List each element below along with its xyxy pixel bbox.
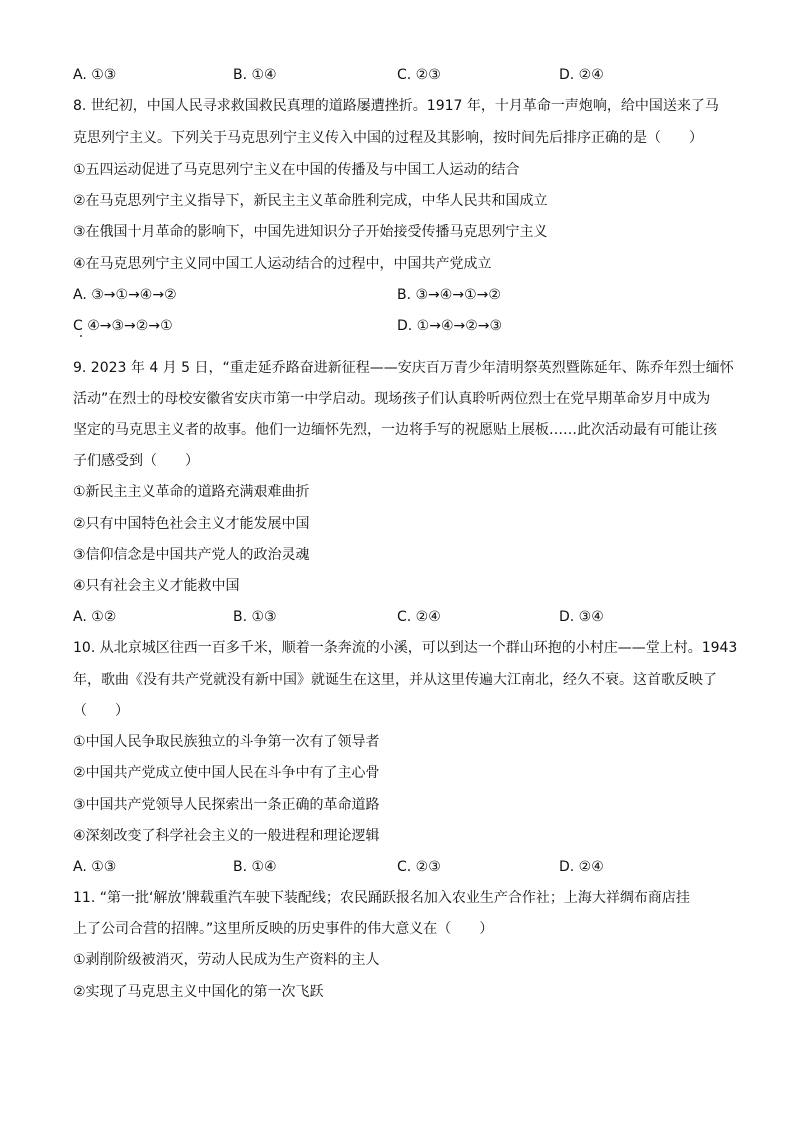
q10-option-b[interactable]: B. ①④	[233, 859, 277, 875]
q8-item-2: ②在马克思列宁主义指导下，新民主主义革命胜利完成，中华人民共和国成立	[73, 193, 548, 209]
q10-options	[73, 857, 733, 877]
q9-stem-line: 子们感受到（ ）	[73, 453, 199, 469]
q8-item-4: ④在马克思列宁主义同中国工人运动结合的过程中，中国共产党成立	[73, 256, 492, 272]
q10-stem-line: 年，歌曲《没有共产党就没有新中国》就诞生在这里，并从这里传遍大江南北，经久不衰。这首歌反映了	[73, 672, 717, 688]
q9-option-d[interactable]: D. ③④	[559, 609, 604, 625]
q10-item-3: ③中国共产党领导人民探索出一条正确的革命道路	[73, 797, 380, 813]
q11-stem-line: 11. “第一批‘解放’牌载重汽车驶下装配线；农民踊跃报名加入农业生产合作社；上海大祥绸布商店挂	[73, 890, 690, 906]
q9-item-1: ①新民主主义革命的道路充满艰难曲折	[73, 484, 310, 500]
q9-stem-line: 9. 2023 年 4 月 5 日，“重走延乔路奋进新征程——安庆百万青少年清明祭英烈暨陈延年、陈乔年烈士缅怀	[73, 360, 734, 376]
q10-stem-line: 10. 从北京城区往西一百多千米，顺着一条奔流的小溪，可以到达一个群山环抱的小村庄——堂上村。1943	[73, 640, 738, 656]
q8-option-d[interactable]: D. ①→④→②→③	[397, 318, 503, 334]
q10-item-4: ④深刻改变了科学社会主义的一般进程和理论逻辑	[73, 828, 380, 844]
q9-item-4: ④只有社会主义才能救中国	[73, 578, 240, 594]
q9-item-2: ②只有中国特色社会主义才能发展中国	[73, 516, 310, 532]
q7-option-c[interactable]: C. ②③	[397, 67, 441, 83]
q9-stem-line: 活动”在烈士的母校安徽省安庆市第一中学启动。现场孩子们认真聆听两位烈士在党早期革命岁月中成为	[73, 391, 711, 407]
q8-options-row-2	[73, 316, 733, 336]
q10-option-a[interactable]: A. ①③	[73, 859, 117, 875]
q9-stem-line: 坚定的马克思主义者的故事。他们一边缅怀先烈，一边将手写的祝愿贴上展板……此次活动最有可能让孩	[73, 422, 717, 438]
q9-option-a[interactable]: A. ①②	[73, 609, 117, 625]
q9-option-c[interactable]: C. ②④	[397, 609, 441, 625]
q8-item-3: ③在俄国十月革命的影响下，中国先进知识分子开始接受传播马克思列宁主义	[73, 224, 548, 240]
q10-item-2: ②中国共产党成立使中国人民在斗争中有了主心骨	[73, 765, 380, 781]
q7-option-a[interactable]: A. ①③	[73, 67, 117, 83]
q10-option-d[interactable]: D. ②④	[559, 859, 604, 875]
q11-item-2: ②实现了马克思主义中国化的第一次飞跃	[73, 984, 324, 1000]
q9-item-3: ③信仰信念是中国共产党人的政治灵魂	[73, 547, 310, 563]
q8-stem-line: 8. 世纪初，中国人民寻求救国救民真理的道路屡遭挫折。1917 年，十月革命一声炮响，给中国送来了马	[73, 98, 719, 114]
q11-item-1: ①剥削阶级被消灭，劳动人民成为生产资料的主人	[73, 952, 380, 968]
stray-dot	[80, 335, 82, 337]
q8-option-b[interactable]: B. ③→④→①→②	[397, 287, 501, 303]
q10-item-1: ①中国人民争取民族独立的斗争第一次有了领导者	[73, 734, 380, 750]
q9-option-b[interactable]: B. ①③	[233, 609, 277, 625]
q10-option-c[interactable]: C. ②③	[397, 859, 441, 875]
q8-option-a[interactable]: A. ③→①→④→②	[73, 287, 177, 303]
q7-option-b[interactable]: B. ①④	[233, 67, 277, 83]
q7-option-d[interactable]: D. ②④	[559, 67, 604, 83]
q8-option-c[interactable]: C ④→③→②→①	[73, 318, 173, 334]
q8-options-row-1	[73, 285, 733, 305]
q11-stem-line: 上了公司合营的招牌。”这里所反映的历史事件的伟大意义在（ ）	[73, 921, 494, 937]
q10-stem-line: （ ）	[73, 703, 129, 719]
q7-options	[73, 65, 733, 85]
q9-options	[73, 607, 733, 627]
q8-item-1: ①五四运动促进了马克思列宁主义在中国的传播及与中国工人运动的结合	[73, 162, 520, 178]
q8-stem-line: 克思列宁主义。下列关于马克思列宁主义传入中国的过程及其影响，按时间先后排序正确的是（ ）	[73, 130, 703, 146]
